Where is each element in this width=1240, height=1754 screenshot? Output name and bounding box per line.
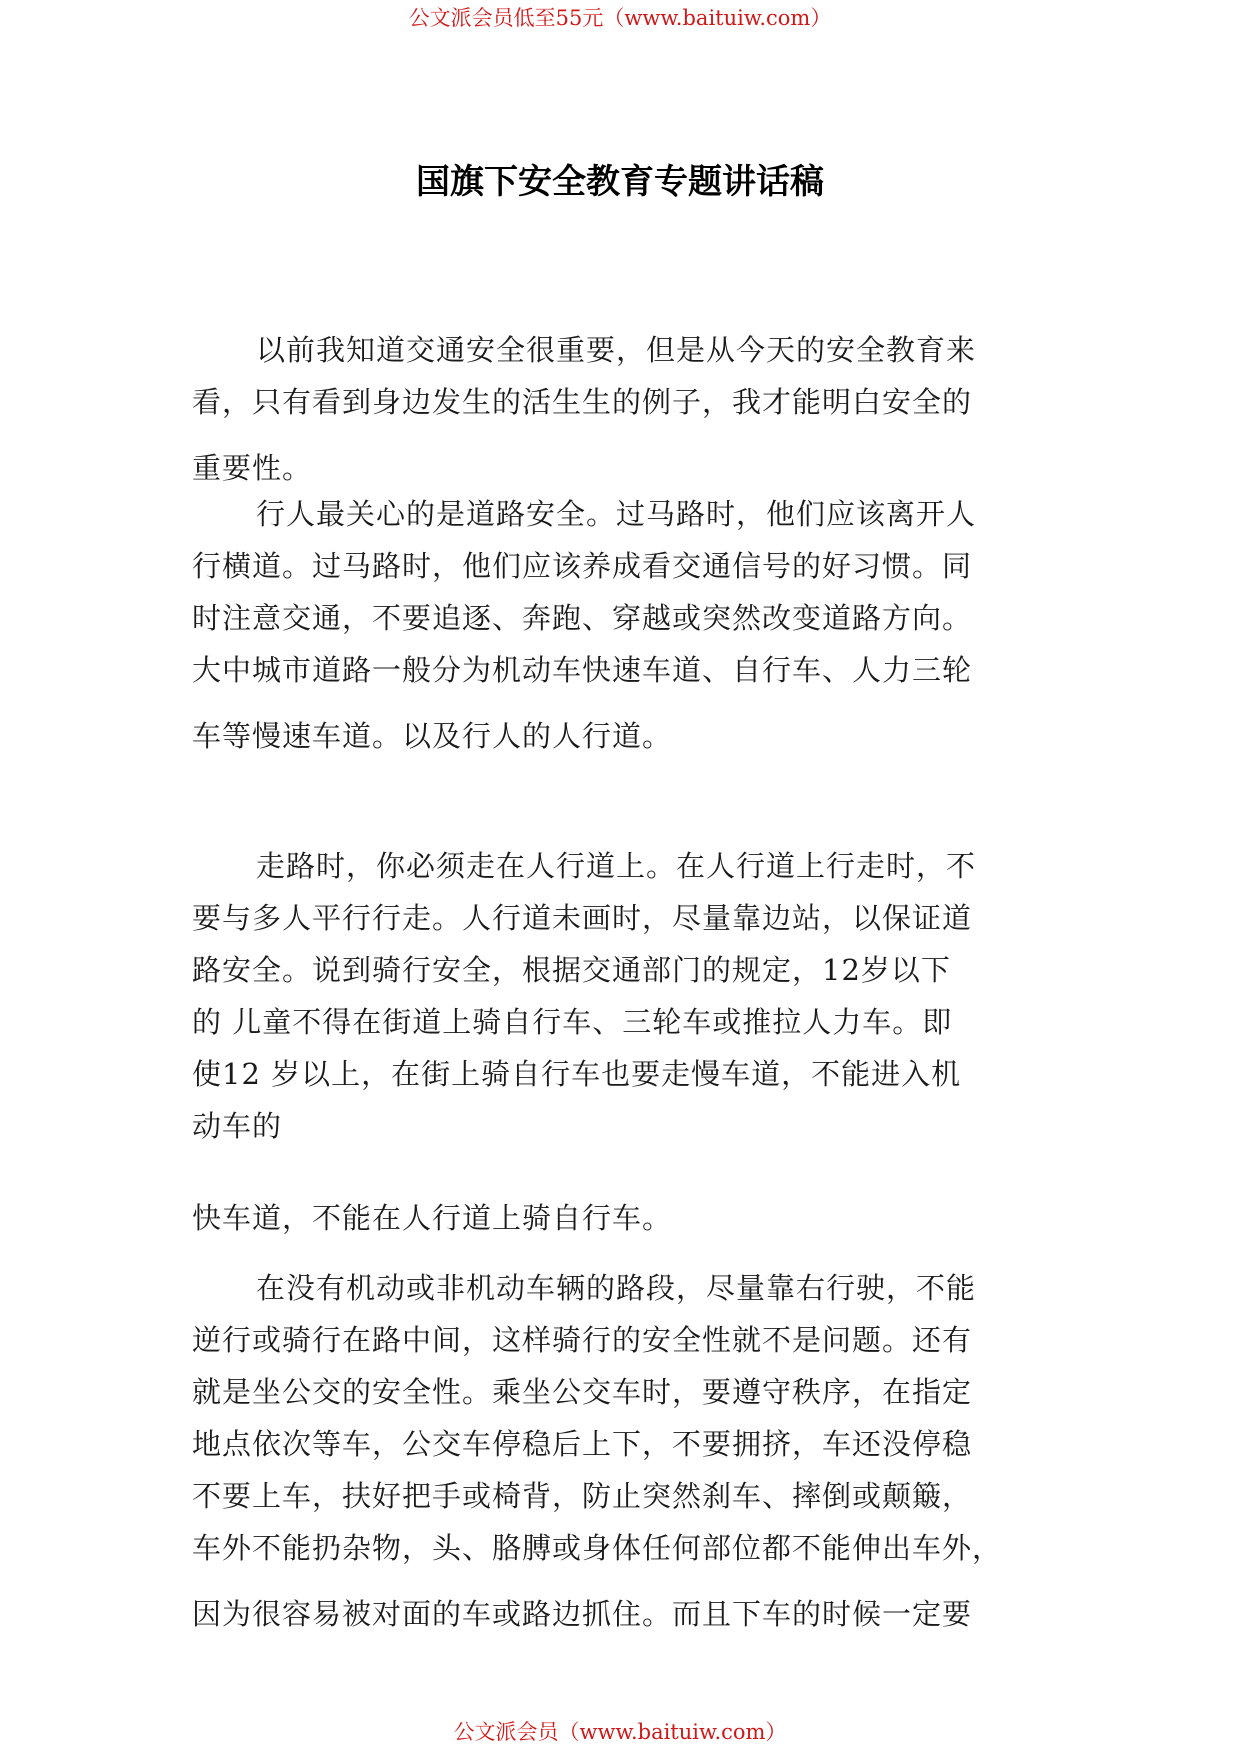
paragraph-line: 时注意交通，不要追逐、奔跑、穿越或突然改变道路方向。 bbox=[192, 601, 973, 635]
paragraph-line: 看，只有看到身边发生的活生生的例子，我才能明白安全的 bbox=[192, 385, 973, 419]
footer-ad-banner[interactable]: 公文派会员（www.baituiw.com） bbox=[453, 1720, 787, 1744]
paragraph-line: 因为很容易被对面的车或路边抓住。而且下车的时候一定要 bbox=[192, 1597, 973, 1631]
paragraph-4 bbox=[192, 1192, 1052, 1244]
paragraph-line: 地点依次等车，公交车停稳后上下，不要拥挤，车还没停稳 bbox=[192, 1427, 973, 1461]
paragraph-1 bbox=[192, 324, 1052, 494]
document-title: 国旗下安全教育专题讲话稿 bbox=[416, 162, 824, 202]
paragraph-line: 逆行或骑行在路中间，这样骑行的安全性就不是问题。还有 bbox=[192, 1323, 973, 1357]
paragraph-line: 大中城市道路一般分为机动车快速车道、自行车、人力三轮 bbox=[192, 653, 973, 687]
paragraph-3 bbox=[192, 840, 1052, 1152]
paragraph-line: 走路时，你必须走在人行道上。在人行道上行走时，不 bbox=[256, 849, 977, 883]
paragraph-line: 的 儿童不得在街道上骑自行车、三轮车或推拉人力车。即 bbox=[192, 1005, 953, 1039]
paragraph-line: 路安全。说到骑行安全，根据交通部门的规定，12岁以下 bbox=[192, 953, 951, 987]
paragraph-line: 使12 岁以上，在街上骑自行车也要走慢车道，不能进入机 bbox=[192, 1057, 962, 1091]
paragraph-line: 车外不能扔杂物，头、胳膊或身体任何部位都不能伸出车外， bbox=[192, 1531, 1003, 1565]
header-ad-banner[interactable]: 公文派会员低至55元（www.baituiw.com） bbox=[408, 6, 832, 30]
paragraph-line: 在没有机动或非机动车辆的路段，尽量靠右行驶，不能 bbox=[256, 1271, 977, 1305]
paragraph-line: 以前我知道交通安全很重要，但是从今天的安全教育来 bbox=[256, 333, 977, 367]
paragraph-line: 车等慢速车道。以及行人的人行道。 bbox=[192, 719, 673, 753]
paragraph-line: 行人最关心的是道路安全。过马路时，他们应该离开人 bbox=[256, 497, 977, 531]
paragraph-line: 动车的 bbox=[192, 1109, 283, 1143]
paragraph-line: 重要性。 bbox=[192, 451, 313, 485]
paragraph-line: 不要上车，扶好把手或椅背，防止突然刹车、摔倒或颠簸， bbox=[192, 1479, 973, 1513]
paragraph-line: 就是坐公交的安全性。乘坐公交车时，要遵守秩序，在指定 bbox=[192, 1375, 973, 1409]
paragraph-5 bbox=[192, 1262, 1052, 1640]
paragraph-line: 快车道，不能在人行道上骑自行车。 bbox=[192, 1201, 673, 1235]
paragraph-2 bbox=[192, 488, 1052, 762]
paragraph-line: 要与多人平行行走。人行道未画时，尽量靠边站，以保证道 bbox=[192, 901, 973, 935]
paragraph-line: 行横道。过马路时，他们应该养成看交通信号的好习惯。同 bbox=[192, 549, 973, 583]
